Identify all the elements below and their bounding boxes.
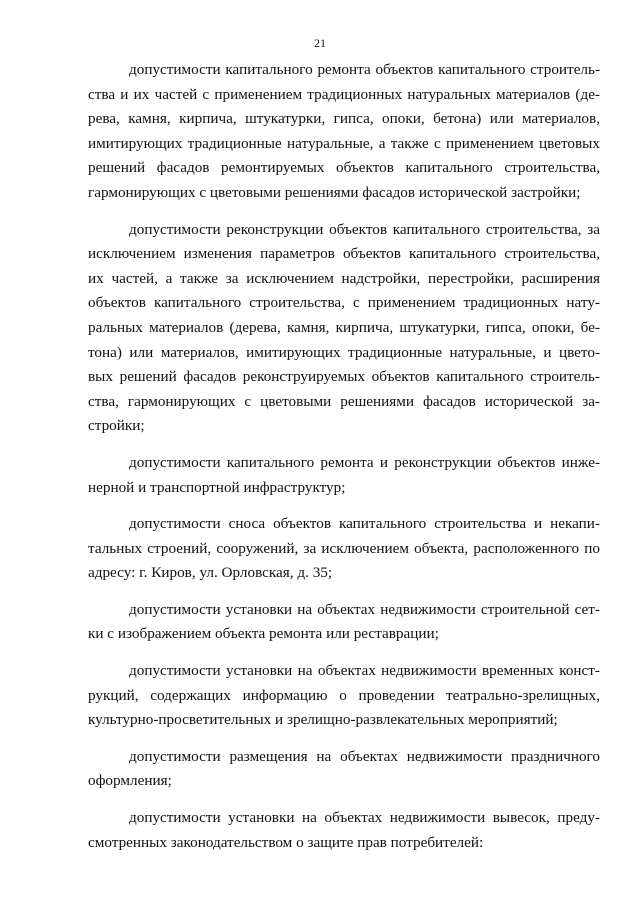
text-line: допустимости капитального ремонта и реконструкции объектов инже- [129, 453, 600, 471]
text-line: имитирующих традиционные натуральные, а также с применением цветовых [88, 134, 600, 152]
paragraph-demolition [88, 512, 600, 586]
text-line: допустимости капитального ремонта объектов капитального строитель- [129, 61, 600, 78]
text-line: допустимости установки на объектах недвижимости вывесок, преду- [129, 809, 600, 827]
text-line: допустимости установки на объектах недвижимости строительной сет- [129, 600, 600, 618]
paragraph-infrastructure [88, 451, 600, 500]
text-line: допустимости реконструкции объектов капитального строительства, за [129, 220, 600, 238]
paragraph-construction-mesh [88, 598, 600, 647]
text-line: культурно-просветительных и зрелищно-развлекательных мероприятий; [88, 711, 558, 729]
text-line: оформления; [88, 772, 172, 790]
text-line: рева, камня, кирпича, штукатурки, гипса, опоки, бетона) или материалов, [88, 110, 600, 128]
page-number: 21 [314, 36, 326, 50]
text-line: тальных строений, сооружений, за исключением объекта, расположенного по [88, 539, 600, 557]
body-text [88, 58, 600, 867]
text-line: допустимости размещения на объектах недвижимости праздничного [129, 747, 600, 765]
paragraph-signboards [88, 806, 600, 855]
text-line: их частей, а также за исключением надстройки, перестройки, расширения [88, 269, 600, 287]
text-line: нерной и транспортной инфраструктур; [88, 478, 346, 496]
text-line: адресу: г. Киров, ул. Орловская, д. 35; [88, 564, 333, 582]
text-line: решений фасадов ремонтируемых объектов капитального строительства, [88, 159, 600, 177]
text-line: вых решений фасадов реконструируемых объектов капитального строитель- [88, 368, 600, 386]
text-line: гармонирующих с цветовыми решениями фасадов исторической застройки; [88, 183, 581, 201]
text-line: допустимости установки на объектах недвижимости временных конст- [129, 662, 600, 680]
paragraph-temporary-structures [88, 659, 600, 733]
text-line: рукций, содержащих информацию о проведении театрально-зрелищных, [88, 686, 600, 704]
text-line: ки с изображением объекта ремонта или реставрации; [88, 625, 439, 643]
text-line: ральных материалов (дерева, камня, кирпича, штукатурки, гипса, опоки, бе- [88, 318, 600, 336]
text-line: объектов капитального строительства, с применением традиционных нату- [88, 294, 600, 312]
text-line: исключением изменения параметров объектов капитального строительства, [88, 245, 600, 263]
text-line: ства и их частей с применением традиционных натуральных материалов (де- [88, 85, 600, 103]
text-line: смотренных законодательством о защите прав потребителей: [88, 833, 484, 851]
text-line: стройки; [88, 417, 145, 435]
text-line: ства, гармонирующих с цветовыми решениями фасадов исторической за- [88, 392, 600, 410]
paragraph-capital-repair [88, 58, 600, 206]
text-line: допустимости сноса объектов капитального строительства и некапи- [129, 515, 600, 533]
paragraph-festive-decoration [88, 745, 600, 794]
paragraph-reconstruction [88, 218, 600, 439]
text-line: тона) или материалов, имитирующих традиционные натуральные, и цвето- [88, 343, 600, 361]
